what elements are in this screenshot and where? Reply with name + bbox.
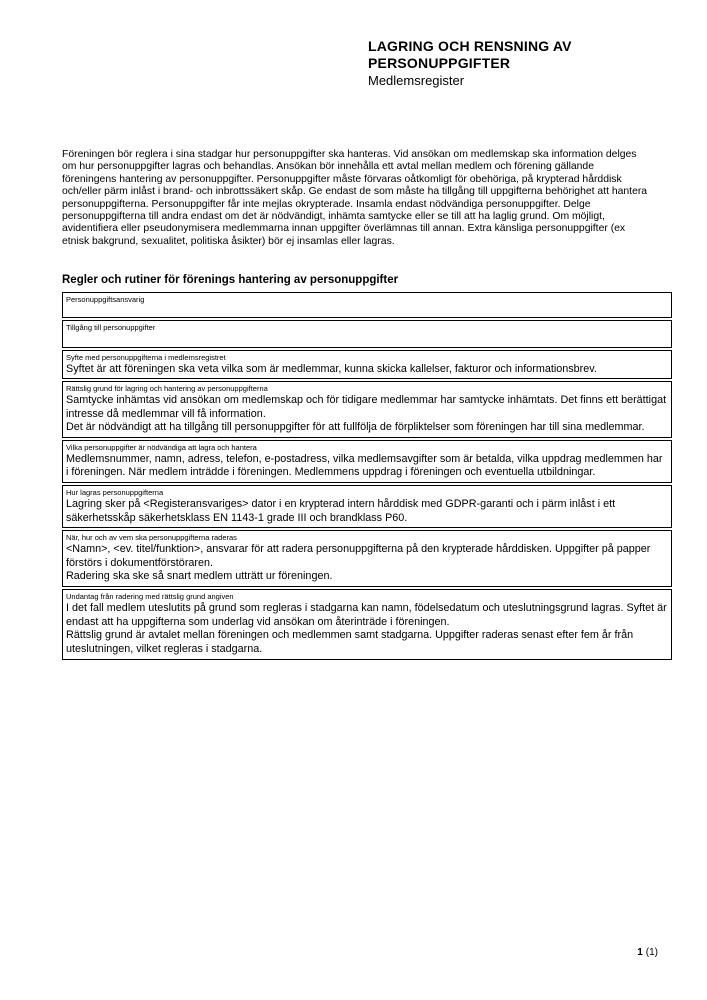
row-label: Undantag från radering med rättslig grund angiven (66, 592, 234, 602)
row-label: Rättslig grund för lagring och hantering av personuppgifterna (66, 384, 268, 394)
row-text: Lagring sker på <Registeransvariges> dator i en krypterad intern hårddisk med GDPR-garanti och i pärm inlåst i ett säkerhetsskåp säkerhetsklass EN 1143-1 grade III och brandklass P60. (66, 497, 616, 524)
row-label: Tillgång till personuppgifter (66, 323, 156, 332)
row-label: Syfte med personuppgifterna i medlemsregistret (66, 353, 226, 362)
row-label: När, hur och av vem ska personuppgifterna raderas (66, 533, 237, 543)
row-text: <Namn>, <ev. titel/funktion>, ansvarar för att radera personuppgifterna på den krypterade hårddisken. Uppgifter på papper förstörs i dokumentförstöraren. (66, 542, 651, 569)
intro-paragraph: Föreningen bör reglera i sina stadgar hur personuppgifter ska hanteras. Vid ansökan om medlemskap ska information delges om hur personuppgifter lagras och behandlas. Ansökan bör innehålla ett avtal mellan medlem och förening gällande föreningens hantering av personuppgifter. Personuppgifter måste förvaras oåtkomligt för obehöriga, på krypterad hårddisk och/eller pärm inlåst i brand- och inbrottssäkert skåp. Ge endast de som måste ha tillgång till uppgifterna behörighet att hantera personuppgifterna. Personuppgifter får inte mejlas okrypterade. Insamla endast nödvändiga personuppgifter. Delge personuppgifterna till andra endast om det är nödvändigt, inhämta samtycke eller se till att ha laglig grund. Om möjligt, avidentifiera eller pseudonymisera medlemmarna innan uppgifter överlämnas till annan. Extra känsliga personuppgifter (ex etnisk bakgrund, sexualitet, politiska åsikter) bör ej insamlas eller lagras. (62, 149, 648, 247)
document-title-line-2: PERSONUPPGIFTER (368, 54, 511, 71)
table-row (62, 485, 672, 528)
row-text: Rättslig grund är avtalet mellan föreningen och medlemmen samt stadgarna. Uppgifter raderas senast efter fem år från uteslutningen, vilket regleras i stadgarna. (66, 629, 634, 656)
row-label: Hur lagras personuppgifterna (66, 488, 164, 498)
table-row (62, 320, 672, 348)
document-subtitle: Medlemsregister (368, 73, 465, 88)
table-row (62, 440, 672, 483)
table-row (62, 589, 672, 660)
row-label: Vilka personuppgifter är nödvändiga att lagra och hantera (66, 443, 257, 453)
row-text: Radering ska ske så snart medlem utträtt ur föreningen. (66, 570, 333, 583)
table-row (62, 292, 672, 318)
page-total: (1) (645, 947, 658, 958)
table-row (62, 381, 672, 438)
table-row (62, 530, 672, 587)
section-heading: Regler och rutiner för förenings hantering av personuppgifter (62, 274, 399, 286)
document-header (368, 38, 688, 88)
row-text: Medlemsnummer, namn, adress, telefon, e-postadress, vilka medlemsavgifter som är betalda, vilka uppdrag medlemmen har i föreningen. När medlem inträdde i föreningen. Medlemmens uppdrag i föreningen och eventuella utbildningar. (66, 452, 663, 479)
row-label: Personuppgiftsansvarig (66, 295, 145, 304)
row-text: Syftet är att föreningen ska veta vilka som är medlemmar, kunna skicka kallelser, fakturor och informationsbrev. (66, 362, 597, 375)
table-row (62, 350, 672, 379)
rules-table (62, 292, 672, 660)
row-text: I det fall medlem uteslutits på grund som regleras i stadgarna kan namn, födelsedatum och uteslutningsgrund lagras. Syftet är endast att ha uppgifterna som underlag vid ansökan om återinträde i föreningen. (66, 601, 667, 628)
document-title-line-1: LAGRING OCH RENSNING AV (368, 38, 572, 54)
page-number: 1 (637, 947, 643, 958)
row-text: Samtycke inhämtas vid ansökan om medlemskap och för tidigare medlemmar har samtycke inhämtats. Det finns ett berättigat intresse då medlemmar vill få information. (66, 393, 667, 420)
page-footer (637, 947, 658, 958)
row-text: Det är nödvändigt att ha tillgång till personuppgifter för att fullfölja de förpliktelser som föreningen har till sina medlemmar. (66, 421, 645, 434)
